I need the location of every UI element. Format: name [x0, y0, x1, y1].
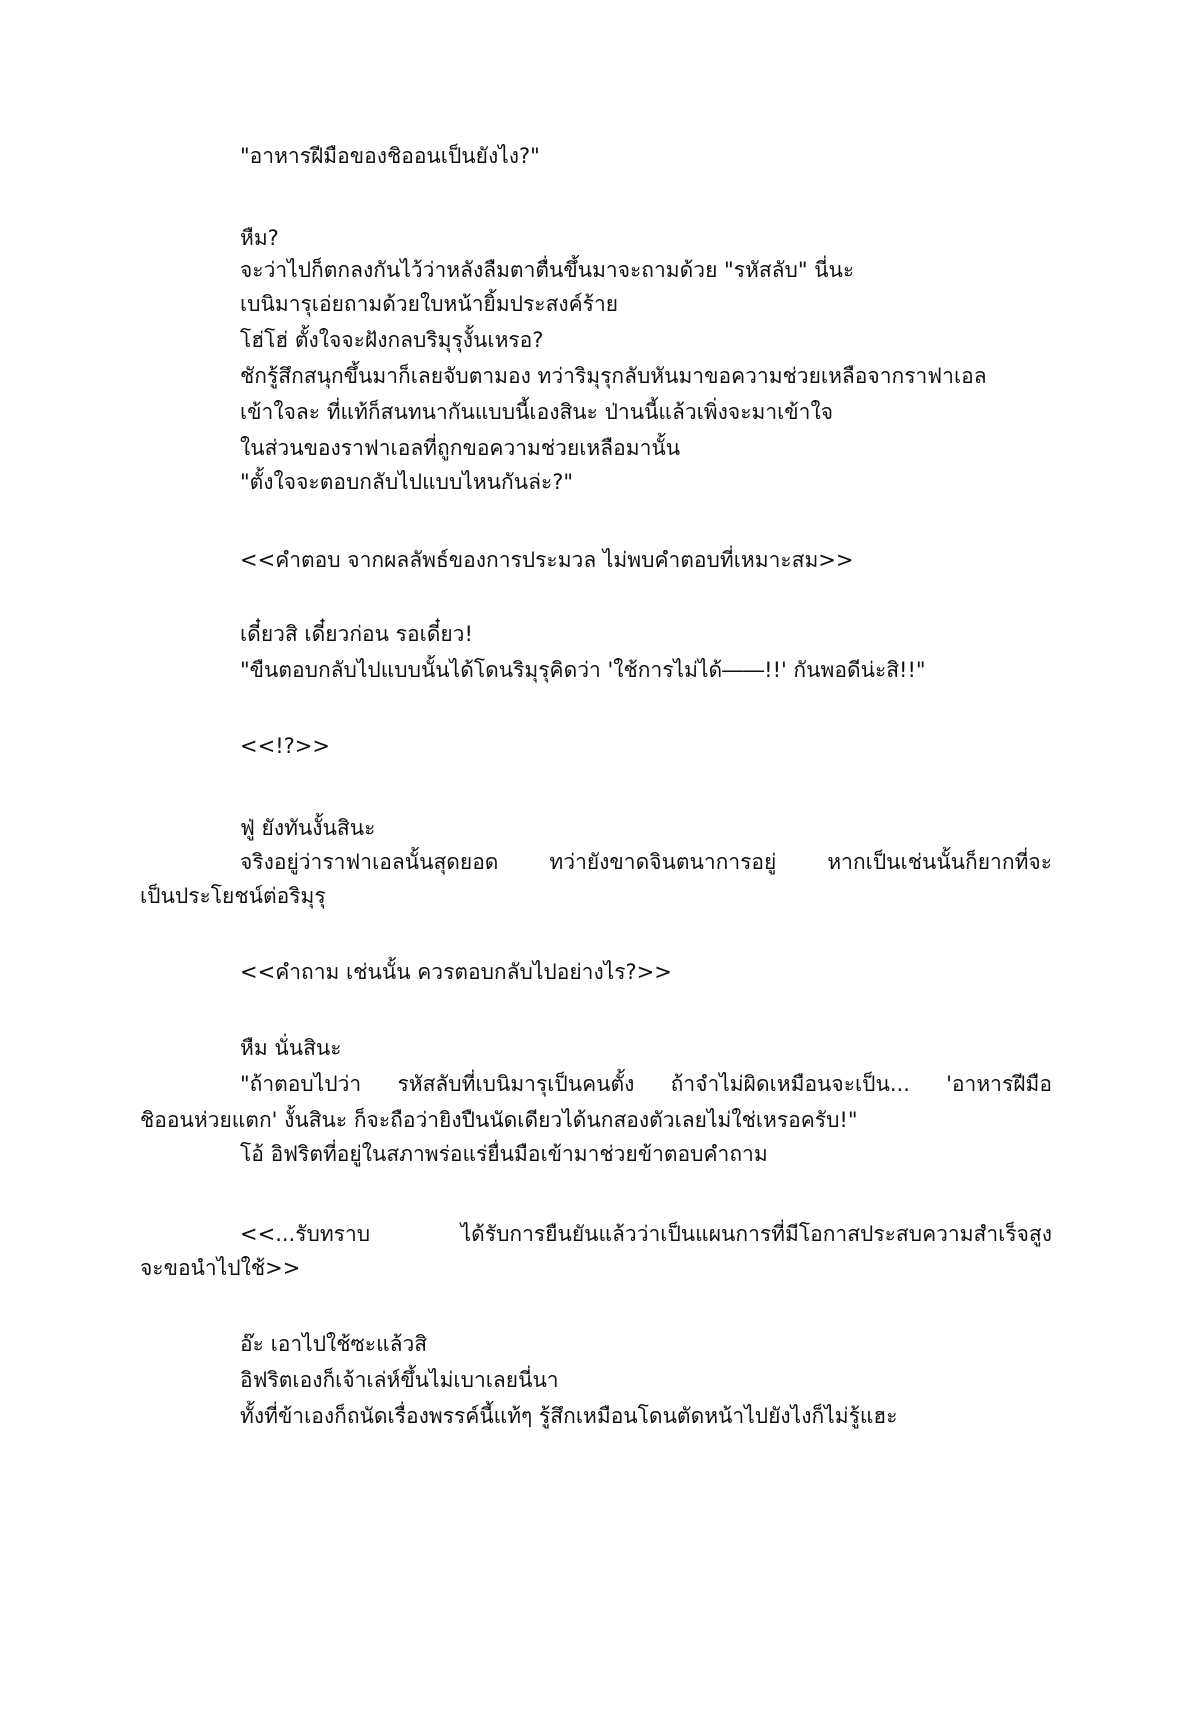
- paragraph: <<คำถาม เช่นนั้น ควรตอบกลับไปอย่างไร?>>: [240, 960, 672, 984]
- paragraph: "ขืนตอบกลับไปแบบนั้นได้โดนริมุรุคิดว่า 'ใช้การไม่ได้――!!' กันพอดีน่ะสิ!!": [240, 658, 926, 682]
- paragraph: เบนิมารุเอ่ยถามด้วยใบหน้ายิ้มประสงค์ร้าย: [240, 292, 619, 316]
- paragraph: "อาหารฝีมือของชิออนเป็นยังไง?": [240, 144, 540, 168]
- paragraph: <<คำตอบ จากผลลัพธ์ของการประมวล ไม่พบคำตอบที่เหมาะสม>>: [240, 548, 854, 572]
- paragraph: เป็นประโยชน์ต่อริมุรุ: [140, 884, 326, 908]
- paragraph: ในส่วนของราฟาเอลที่ถูกขอความช่วยเหลือมานั้น: [240, 436, 681, 460]
- paragraph: ชิออนห่วยแตก' งั้นสินะ ก็จะถือว่ายิงปืนนัดเดียวได้นกสองตัวเลยไม่ใช่เหรอครับ!": [140, 1108, 858, 1132]
- paragraph: โอ้ อิฟริตที่อยู่ในสภาพร่อแร่ยื่นมือเข้ามาช่วยข้าตอบคำถาม: [240, 1142, 768, 1166]
- paragraph: ชักรู้สึกสนุกขึ้นมาก็เลยจับตามอง ทว่าริมุรุกลับหันมาขอความช่วยเหลือจากราฟาเอล: [240, 364, 987, 388]
- paragraph: จะขอนำไปใช้>>: [140, 1256, 301, 1280]
- paragraph: ฟู่ ยังทันงั้นสินะ: [240, 816, 376, 840]
- paragraph: อิฟริตเองก็เจ้าเล่ห์ขึ้นไม่เบาเลยนี่นา: [240, 1368, 559, 1392]
- paragraph: ทั้งที่ข้าเองก็ถนัดเรื่องพรรค์นี้แท้ๆ รู้สึกเหมือนโดนตัดหน้าไปยังไงก็ไม่รู้แฮะ: [240, 1404, 898, 1428]
- paragraph: อ๊ะ เอาไปใช้ซะแล้วสิ: [240, 1332, 428, 1356]
- paragraph: เดี๋ยวสิ เดี๋ยวก่อน รอเดี๋ยว!: [240, 622, 473, 646]
- paragraph: หืม นั่นสินะ: [240, 1036, 342, 1060]
- paragraph: จริงอยู่ว่าราฟาเอลนั้นสุดยอด ทว่ายังขาดจินตนาการอยู่ หากเป็นเช่นนั้นก็ยากที่จะ: [240, 850, 1052, 874]
- paragraph: จะว่าไปก็ตกลงกันไว้ว่าหลังลืมตาตื่นขึ้นมาจะถามด้วย "รหัสลับ" นี่นะ: [240, 258, 855, 282]
- paragraph: "ถ้าตอบไปว่า รหัสลับที่เบนิมารุเป็นคนตั้ง ถ้าจำไม่ผิดเหมือนจะเป็น... 'อาหารฝีมือ: [240, 1072, 1052, 1096]
- paragraph: เข้าใจละ ที่แท้ก็สนทนากันแบบนี้เองสินะ ป่านนี้แล้วเพิ่งจะมาเข้าใจ: [240, 400, 834, 424]
- paragraph: โฮ่โฮ่ ตั้งใจจะฝังกลบริมุรุงั้นเหรอ?: [240, 328, 544, 352]
- paragraph: <<...รับทราบ ได้รับการยืนยันแล้วว่าเป็นแผนการที่มีโอกาสประสบความสำเร็จสูง: [240, 1222, 1052, 1246]
- paragraph: <<!?>>: [240, 734, 330, 758]
- paragraph: หืม?: [240, 226, 279, 250]
- paragraph: "ตั้งใจจะตอบกลับไปแบบไหนกันล่ะ?": [240, 470, 574, 494]
